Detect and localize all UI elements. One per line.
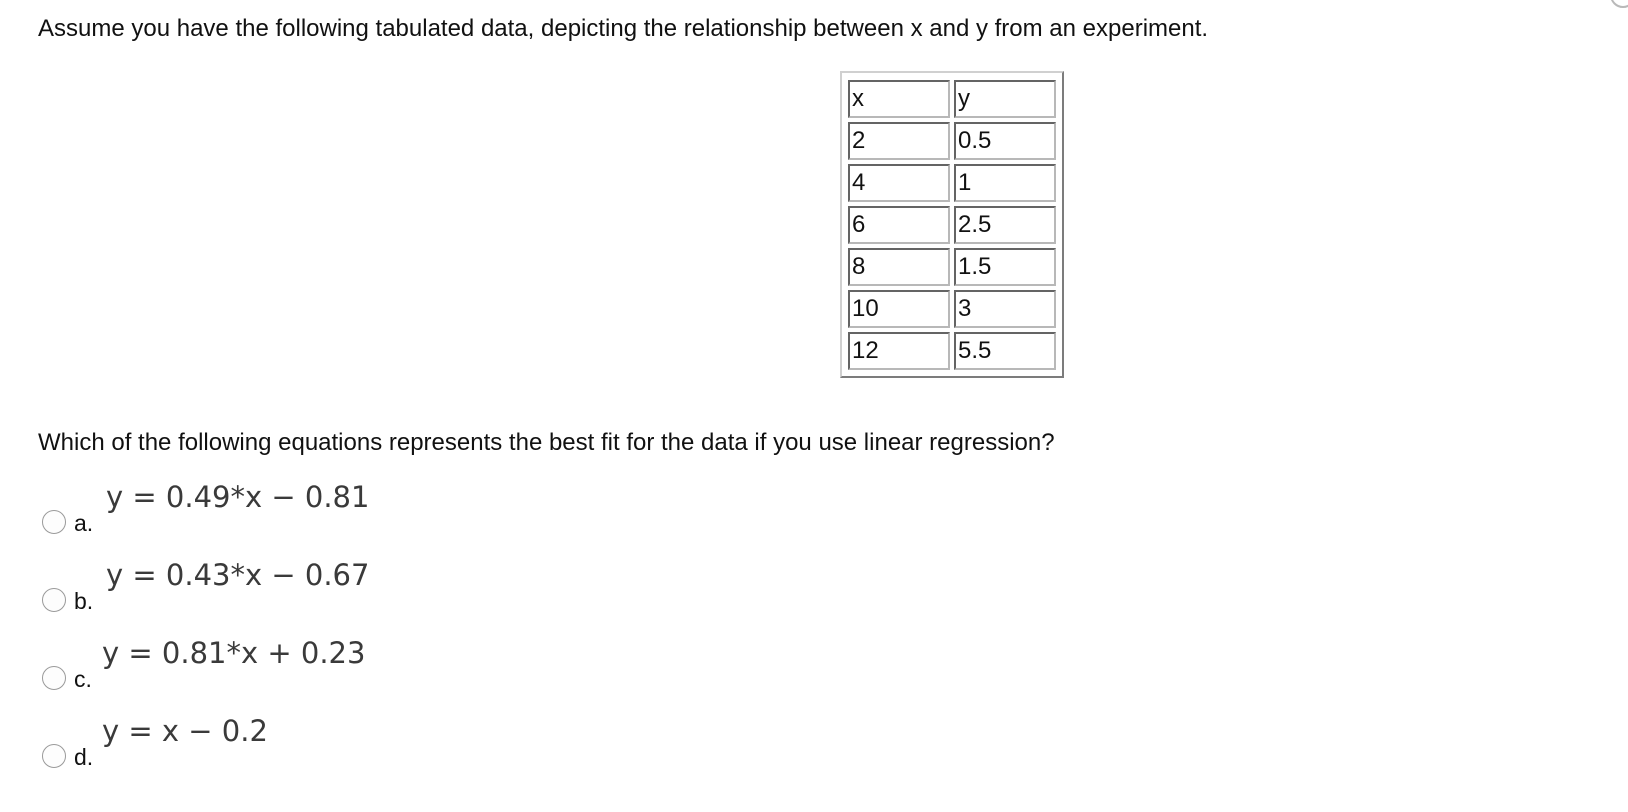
option-equation-a: y = 0.49*x − 0.81 bbox=[106, 480, 370, 514]
table-row bbox=[848, 290, 1056, 328]
table-row bbox=[848, 248, 1056, 286]
table-cell-y: 5.5 bbox=[954, 332, 1056, 370]
option-letter-a: a. bbox=[74, 510, 94, 536]
table-header-y: y bbox=[954, 80, 1056, 118]
option-equation-c: y = 0.81*x + 0.23 bbox=[102, 636, 366, 670]
table-cell-x: 6 bbox=[848, 206, 950, 244]
table-cell-x: 2 bbox=[848, 122, 950, 160]
table-row bbox=[848, 332, 1056, 370]
table-cell-x: 4 bbox=[848, 164, 950, 202]
data-table bbox=[840, 71, 1064, 378]
radio-button-d[interactable] bbox=[42, 744, 66, 768]
table-row bbox=[848, 122, 1056, 160]
table-header-row bbox=[848, 80, 1056, 118]
option-letter-b: b. bbox=[74, 588, 94, 614]
option-letter-c: c. bbox=[74, 666, 92, 692]
table-header-x: x bbox=[848, 80, 950, 118]
intro-text: Assume you have the following tabulated data, depicting the relationship between x and y from an experiment. bbox=[38, 15, 1209, 42]
question-text: Which of the following equations represents the best fit for the data if you use linear regression? bbox=[38, 429, 1055, 456]
radio-button-b[interactable] bbox=[42, 588, 66, 612]
answer-option-b[interactable] bbox=[40, 558, 640, 618]
table-cell-y: 1 bbox=[954, 164, 1056, 202]
table-cell-y: 2.5 bbox=[954, 206, 1056, 244]
table-cell-x: 8 bbox=[848, 248, 950, 286]
table-cell-x: 12 bbox=[848, 332, 950, 370]
radio-button-a[interactable] bbox=[42, 510, 66, 534]
table-row bbox=[848, 164, 1056, 202]
option-equation-d: y = x − 0.2 bbox=[102, 714, 268, 748]
answer-option-a[interactable] bbox=[40, 480, 640, 540]
table-cell-y: 1.5 bbox=[954, 248, 1056, 286]
table-cell-y: 3 bbox=[954, 290, 1056, 328]
answer-option-d[interactable] bbox=[40, 714, 640, 774]
option-equation-b: y = 0.43*x − 0.67 bbox=[106, 558, 370, 592]
table-row bbox=[848, 206, 1056, 244]
option-letter-d: d. bbox=[74, 744, 94, 770]
corner-scroll-indicator bbox=[1610, 0, 1628, 8]
radio-button-c[interactable] bbox=[42, 666, 66, 690]
answer-option-c[interactable] bbox=[40, 636, 640, 696]
table-cell-x: 10 bbox=[848, 290, 950, 328]
table-cell-y: 0.5 bbox=[954, 122, 1056, 160]
